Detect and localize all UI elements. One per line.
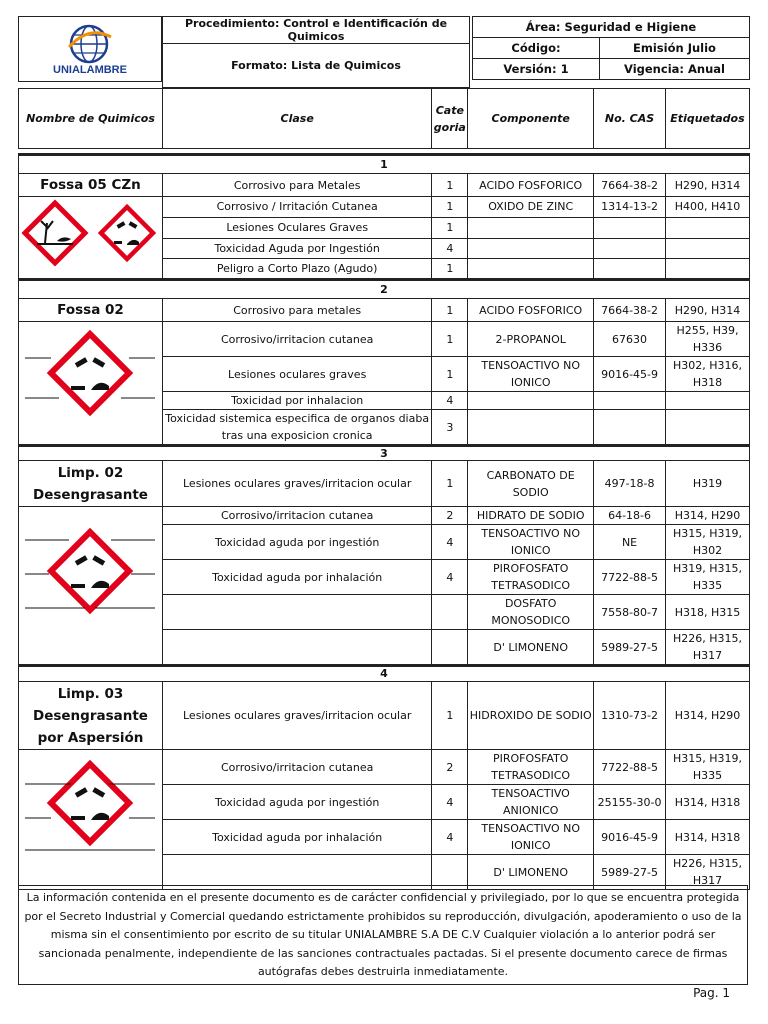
class-cell [162, 595, 431, 630]
label-cell [665, 392, 749, 410]
label-cell: H315, H319, H302 [665, 525, 749, 560]
category-cell: 4 [432, 392, 468, 410]
col-class: Clase [162, 89, 431, 149]
area-label: Área: Seguridad e Higiene [473, 17, 750, 38]
cas-cell: NE [594, 525, 666, 560]
class-cell: Corrosivo / Irritación Cutanea [162, 197, 431, 218]
col-component: Componente [468, 89, 594, 149]
section-header [19, 666, 750, 682]
section-header [19, 446, 750, 461]
component-cell: PIROFOSFATO TETRASODICO [468, 750, 594, 785]
product-name: Limp. 03 Desengrasante por Aspersión [19, 682, 163, 750]
class-cell: Lesiones oculares graves/irritacion ocular [162, 461, 431, 507]
class-cell [162, 630, 431, 666]
component-cell [468, 392, 594, 410]
label-cell [665, 238, 749, 259]
component-cell: TENSOACTIVO NO IONICO [468, 525, 594, 560]
product-name: Fossa 05 CZn [19, 174, 163, 197]
class-cell: Toxicidad aguda por inhalación [162, 820, 431, 855]
category-cell [432, 630, 468, 666]
category-cell: 1 [432, 217, 468, 238]
component-cell: HIDROXIDO DE SODIO [468, 682, 594, 750]
pictogram-cell [19, 322, 163, 446]
label-cell [665, 259, 749, 280]
cas-cell: 7722-88-5 [594, 750, 666, 785]
class-cell: Toxicidad por inhalacion [162, 392, 431, 410]
class-cell: Corrosivo/irritacion cutanea [162, 750, 431, 785]
pictogram-cell [19, 197, 163, 280]
table-row [19, 507, 750, 525]
cas-cell: 9016-45-9 [594, 357, 666, 392]
category-cell: 1 [432, 461, 468, 507]
emission-label: Emisión Julio [600, 38, 750, 59]
category-cell: 4 [432, 820, 468, 855]
table-row [19, 322, 750, 357]
category-cell [432, 595, 468, 630]
product-name: Fossa 02 [19, 299, 163, 322]
class-cell: Lesiones oculares graves/irritacion ocular [162, 682, 431, 750]
category-cell: 1 [432, 174, 468, 197]
corrosive-icon [101, 207, 153, 259]
section-header [19, 280, 750, 299]
cas-cell [594, 410, 666, 446]
label-cell [665, 410, 749, 446]
pictogram-cell [19, 750, 163, 890]
col-cas: No. CAS [594, 89, 666, 149]
component-cell: OXIDO DE ZINC [468, 197, 594, 218]
category-cell: 1 [432, 259, 468, 280]
class-cell: Lesiones oculares graves [162, 357, 431, 392]
page-number: Pag. 1 [693, 986, 730, 1000]
environment-hazard-icon [25, 203, 85, 263]
cas-cell: 25155-30-0 [594, 785, 666, 820]
cas-cell: 1314-13-2 [594, 197, 666, 218]
class-cell: Corrosivo/irritacion cutanea [162, 322, 431, 357]
label-cell: H315, H319, H335 [665, 750, 749, 785]
section-header [19, 155, 750, 174]
section-number: 1 [19, 155, 750, 174]
class-cell: Toxicidad aguda por ingestión [162, 525, 431, 560]
cas-cell: 7664-38-2 [594, 299, 666, 322]
section-number: 3 [19, 446, 750, 461]
class-cell: Corrosivo para Metales [162, 174, 431, 197]
category-cell: 1 [432, 357, 468, 392]
component-cell: TENSOACTIVO NO IONICO [468, 357, 594, 392]
cas-cell: 5989-27-5 [594, 630, 666, 666]
component-cell [468, 217, 594, 238]
table-row [19, 299, 750, 322]
label-cell: H290, H314 [665, 299, 749, 322]
cas-cell: 1310-73-2 [594, 682, 666, 750]
component-cell [468, 410, 594, 446]
label-cell: H314, H318 [665, 820, 749, 855]
product-name: Limp. 02 Desengrasante [19, 461, 163, 507]
version-label: Versión: 1 [473, 59, 600, 80]
component-cell: ACIDO FOSFORICO [468, 299, 594, 322]
table-header-row [19, 89, 750, 149]
pictogram-cell [19, 507, 163, 666]
component-cell [468, 259, 594, 280]
corrosive-icon [19, 510, 161, 656]
cas-cell [594, 217, 666, 238]
cas-cell: 7664-38-2 [594, 174, 666, 197]
table-row [19, 750, 750, 785]
class-cell: Toxicidad aguda por ingestión [162, 785, 431, 820]
cas-cell: 7558-80-7 [594, 595, 666, 630]
code-label: Código: [473, 38, 600, 59]
label-cell: H226, H315, H317 [665, 630, 749, 666]
cas-cell: 7722-88-5 [594, 560, 666, 595]
procedure-title: Procedimiento: Control e Identificación de Quimicos [163, 17, 470, 44]
label-cell: H319 [665, 461, 749, 507]
header-procedure [162, 16, 470, 88]
category-cell: 1 [432, 682, 468, 750]
logo-text: UNIALAMBRE [53, 64, 127, 76]
class-cell: Toxicidad Aguda por Ingestión [162, 238, 431, 259]
class-cell: Peligro a Corto Plazo (Agudo) [162, 259, 431, 280]
component-cell [468, 238, 594, 259]
corrosive-icon [19, 750, 161, 884]
format-title: Formato: Lista de Quimicos [163, 44, 470, 88]
corrosive-icon [19, 326, 161, 436]
cas-cell [594, 392, 666, 410]
chemicals-table [18, 88, 750, 890]
col-name: Nombre de Quimicos [19, 89, 163, 149]
category-cell: 4 [432, 238, 468, 259]
label-cell: H314, H290 [665, 507, 749, 525]
label-cell: H255, H39, H336 [665, 322, 749, 357]
cas-cell [594, 259, 666, 280]
cas-cell: 9016-45-9 [594, 820, 666, 855]
component-cell: PIROFOSFATO TETRASODICO [468, 560, 594, 595]
label-cell [665, 217, 749, 238]
component-cell: TENSOACTIVO NO IONICO [468, 820, 594, 855]
label-cell: H302, H316, H318 [665, 357, 749, 392]
category-cell: 3 [432, 410, 468, 446]
cas-cell [594, 238, 666, 259]
class-cell: Lesiones Oculares Graves [162, 217, 431, 238]
category-cell: 1 [432, 322, 468, 357]
cas-cell: 5989-27-5 [594, 855, 666, 890]
category-cell: 1 [432, 299, 468, 322]
header-meta [472, 16, 750, 80]
company-logo [18, 16, 162, 82]
component-cell: D' LIMONENO [468, 855, 594, 890]
section-number: 4 [19, 666, 750, 682]
class-cell: Toxicidad aguda por inhalación [162, 560, 431, 595]
cas-cell: 67630 [594, 322, 666, 357]
class-cell: Corrosivo/irritacion cutanea [162, 507, 431, 525]
label-cell: H319, H315, H335 [665, 560, 749, 595]
table-row [19, 197, 750, 218]
validity-label: Vigencia: Anual [600, 59, 750, 80]
category-cell: 4 [432, 560, 468, 595]
category-cell: 1 [432, 197, 468, 218]
label-cell: H314, H290 [665, 682, 749, 750]
cas-cell: 64-18-6 [594, 507, 666, 525]
component-cell: HIDRATO DE SODIO [468, 507, 594, 525]
component-cell: DOSFATO MONOSODICO [468, 595, 594, 630]
component-cell: CARBONATO DE SODIO [468, 461, 594, 507]
label-cell: H290, H314 [665, 174, 749, 197]
component-cell: TENSOACTIVO ANIONICO [468, 785, 594, 820]
table-row [19, 682, 750, 750]
label-cell: H314, H318 [665, 785, 749, 820]
table-row [19, 461, 750, 507]
col-labels: Etiquetados [665, 89, 749, 149]
class-cell: Corrosivo para metales [162, 299, 431, 322]
col-category: Categoria [432, 89, 468, 149]
class-cell: Toxicidad sistemica especifica de organos diaba tras una exposicion cronica [162, 410, 431, 446]
table-row [19, 174, 750, 197]
category-cell: 2 [432, 507, 468, 525]
label-cell: H400, H410 [665, 197, 749, 218]
label-cell: H226, H315, H317 [665, 855, 749, 890]
cas-cell: 497-18-8 [594, 461, 666, 507]
category-cell: 4 [432, 785, 468, 820]
section-number: 2 [19, 280, 750, 299]
label-cell: H318, H315 [665, 595, 749, 630]
component-cell: ACIDO FOSFORICO [468, 174, 594, 197]
component-cell: D' LIMONENO [468, 630, 594, 666]
component-cell: 2-PROPANOL [468, 322, 594, 357]
category-cell: 2 [432, 750, 468, 785]
confidentiality-notice: La información contenida en el presente documento es de carácter confidencial y privilegiado, por lo que se encuentra protegida por el Secreto Industrial y Comercial quedando estrictamente prohibidos su reproducción, divulgación, apoderamiento o uso de la misma sin el consentimiento por escrito de su titular UNIALAMBRE S.A DE C.V Cualquier violación a lo anterior podrá ser sancionada penalmente, independiente de las sanciones contractuales pactadas. Si el presente documento carece de firmas autógrafas debes destruirla inmediatamente. [18, 885, 748, 985]
category-cell: 4 [432, 525, 468, 560]
